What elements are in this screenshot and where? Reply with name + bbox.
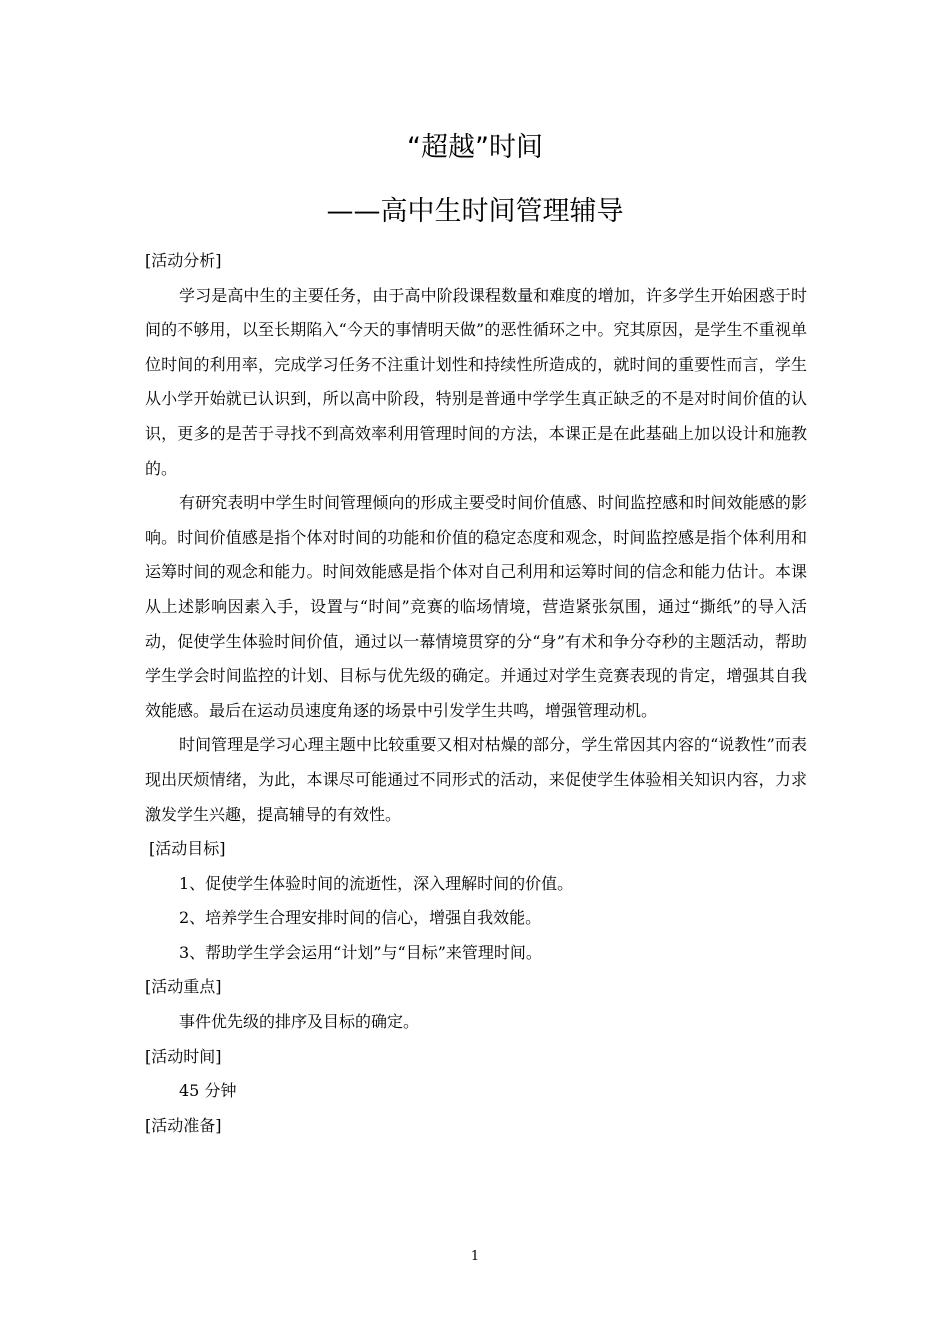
page-number: 1 [470, 1249, 480, 1264]
focus-text: 事件优先级的排序及目标的确定。 [179, 1012, 420, 1032]
section-heading-goals: [活动目标] [149, 839, 226, 859]
section-heading-preparation: [活动准备] [145, 1115, 222, 1135]
section-heading-analysis: [活动分析] [145, 251, 222, 270]
document-title: “超越”时间 [407, 132, 543, 163]
analysis-paragraph: 有研究表明中学生时间管理倾向的形成主要受时间价值感、时间监控感和时间效能感的影响。时间价值感是指个体对时间的功能和价值的稳定态度和观念，时间监控感是指个体利用和运筹时间的观念和能力。时间效能感是指个体对自己利用和运筹时间的信念和能力估计。本课从上述影响因素入手，设置与“时间”竞赛的临场情境，营造紧张氛围，通过“撕纸”的导入活动，促使学生体验时间价值，通过以一幕情境贯穿的分“身”有术和争分夺秒的主题活动，帮助学生学会时间监控的计划、目标与优先级的确定。并通过对学生竞赛表现的肯定，增强其自我效能感。最后在运动员速度角逐的场景中引发学生共鸣，增强管理动机。 [145, 493, 807, 720]
document-body [145, 244, 807, 1143]
goal-item: 1、促使学生体验时间的流逝性，深入理解时间的价值。 [179, 873, 574, 893]
document-subtitle: ——高中生时间管理辅导 [326, 196, 624, 227]
time-text: 45 分钟 [179, 1081, 237, 1101]
goal-item: 3、帮助学生学会运用“计划”与“目标”来管理时间。 [179, 942, 542, 962]
analysis-paragraph: 学习是高中生的主要任务，由于高中阶段课程数量和难度的增加，许多学生开始困惑于时间的不够用，以至长期陷入“今天的事情明天做”的恶性循环之中。究其原因，是学生不重视单位时间的利用率，完成学习任务不注重计划性和持续性所造成的，就时间的重要性而言，学生从小学开始就已认识到，所以高中阶段，特别是普通中学学生真正缺乏的不是对时间价值的认识，更多的是苦于寻找不到高效率利用管理时间的方法，本课正是在此基础上加以设计和施教的。 [145, 285, 807, 478]
analysis-paragraph: 时间管理是学习心理主题中比较重要又相对枯燥的部分，学生常因其内容的“说教性”而表现出厌烦情绪，为此，本课尽可能通过不同形式的活动，来促使学生体验相关知识内容，力求激发学生兴趣，提高辅导的有效性。 [145, 735, 807, 824]
goal-item: 2、培养学生合理安排时间的信心，增强自我效能。 [179, 908, 542, 928]
section-heading-time: [活动时间] [145, 1046, 222, 1066]
section-heading-focus: [活动重点] [145, 977, 222, 997]
